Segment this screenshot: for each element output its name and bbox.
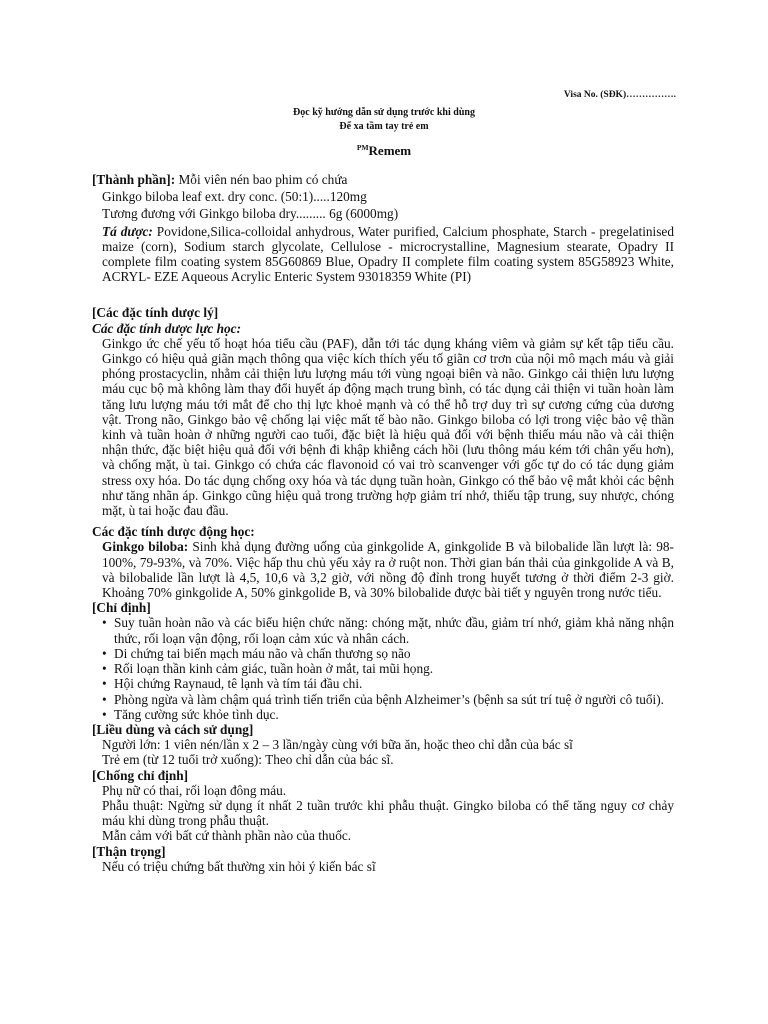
bullet-icon: • xyxy=(102,691,107,707)
precautions-section xyxy=(92,844,674,874)
dosage-adults: Người lớn: 1 viên nén/lần x 2 – 3 lần/ngày cùng với bữa ăn, hoặc theo chỉ dẫn của bác sĩ xyxy=(102,737,573,753)
indications-heading: [Chỉ định] xyxy=(92,600,151,616)
indications-list xyxy=(92,615,674,721)
leaflet-warning-header xyxy=(0,106,768,134)
contraindications-heading: [Chống chỉ định] xyxy=(92,767,189,783)
contraindication-hypersensitivity: Mẫn cảm với bất cứ thành phần nào của thuốc. xyxy=(102,828,352,844)
dosage-section xyxy=(92,722,674,768)
pharmacokinetics-text: Sinh khả dụng đường uống của ginkgolide A, ginkgolide B và bilobalide lần lượt là: 98-100%, 79-93%, và 70%. Việc hấp thu chủ yếu xảy ra ở ruột non. Thời gian bán thải của ginkgolide A và B, và bilobalide lần lượt là 4,5, 10,6 và 3,2 giờ, với nồng độ đỉnh trong huyết tương ở thời điểm 2-3 giờ. Khoảng 70% ginkgolide A, 50% ginkgolide B, và 30% bilobalide được bài tiết y nguyên trong nước tiểu. xyxy=(102,539,674,601)
bullet-icon: • xyxy=(102,645,107,661)
composition-intro-text: Mỗi viên nén bao phim có chứa xyxy=(175,172,348,187)
composition-heading: [Thành phần]: xyxy=(92,172,176,187)
pharmacodynamics-text: Ginkgo ức chế yếu tố hoạt hóa tiểu cầu (PAF), dẫn tới tác dụng kháng viêm và giảm sự kết tập tiểu cầu. Ginkgo có hiệu quả giãn mạch thông qua việc kích thích yếu tố giãn cơ trơn của nội mô mạch máu và giải phóng prostacyclin, nhằm cải thiện lưu lượng máu tới vùng ngoại biên và não. Ginkgo cải thiện lưu lượng máu cục bộ mà không làm thay đổi huyết áp động mạch trung bình, có tác dụng cải thiện vi tuần hoàn làm tăng lưu lượng máu tới mắt để cho thị lực khoẻ mạnh và có thể hỗ trợ duy trì sự cương cứng của dương vật. Trong não, Ginkgo bảo vệ chống lại việc mất tế bào não. Ginkgo biloba có lợi trong việc bảo vệ thần kinh và tuần hoàn ở những người cao tuổi, đặc biệt là hiệu quả đối với bệnh thiếu máu não và cải thiện nhận thức, đặc biệt hiệu quả đối với bệnh đi khập khiễng cách hồi (lưu thông máu kém tới chân yếu hơn), và chống mặt, ù tai. Ginkgo có chứa các flavonoid có vai trò scanvenger với gốc tự do có tác dụng giảm stress oxy hóa. Do tác dụng chống oxy hóa và tác dụng tuần hoàn, Ginkgo có thể bảo vệ mắt khỏi các bệnh như tăng nhãn áp. Ginkgo cũng hiệu quả trong trường hợp giảm trí nhớ, thiếu tập trung, suy nhược, chóng mặt, ù tai hoặc đau đầu. xyxy=(102,335,674,519)
warning-keep-away-children: Để xa tầm tay trẻ em xyxy=(339,121,429,132)
product-prefix: PM xyxy=(356,143,369,152)
list-item: • Suy tuần hoàn não và các biểu hiện chức năng: chóng mặt, nhức đầu, giảm trí nhớ, giảm khả năng nhận thức, rối loạn vận động, rối loạn cảm xúc và nhân cách. xyxy=(102,615,674,646)
bullet-icon: • xyxy=(102,676,107,692)
composition-line-2: Tương đương với Ginkgo biloba dry......... 6g (6000mg) xyxy=(102,206,399,222)
indications-section xyxy=(92,600,674,722)
dosage-children: Trẻ em (từ 12 tuổi trở xuống): Theo chỉ dẫn của bác sĩ. xyxy=(102,752,394,768)
contraindication-pregnancy: Phụ nữ có thai, rối loạn đông máu. xyxy=(102,782,287,798)
product-name: Remem xyxy=(368,143,412,158)
contraindication-surgery: Phẫu thuật: Ngừng sử dụng ít nhất 2 tuần trước khi phẫu thuật. Gingko biloba có thể tăng nguy cơ chảy máu khi dùng trong phẫu thuật. xyxy=(102,797,674,829)
precautions-text: Nếu có triệu chứng bất thường xin hỏi ý kiến bác sĩ xyxy=(102,858,376,874)
precautions-heading: [Thận trọng] xyxy=(92,843,166,859)
list-item: • Hội chứng Raynaud, tê lạnh và tím tái đầu chi. xyxy=(102,676,363,692)
composition-intro xyxy=(92,172,674,187)
pharmacokinetics-paragraph xyxy=(92,539,674,600)
excipients-paragraph xyxy=(92,224,674,285)
product-title xyxy=(0,143,768,159)
pharmacology-section xyxy=(92,305,674,600)
visa-number: Visa No. (SĐK)……………. xyxy=(563,90,676,100)
composition-line-1: Ginkgo biloba leaf ext. dry conc. (50:1).....120mg xyxy=(102,189,367,205)
list-item: • Rối loạn thần kinh cảm giác, tuần hoàn ở mắt, tai mũi họng. xyxy=(102,661,434,677)
list-item: • Phòng ngừa và làm chậm quá trình tiến triển của bệnh Alzheimer’s (bệnh sa sút trí tuệ ở người cô tuổi). xyxy=(102,691,665,707)
list-item: • Di chứng tai biến mạch máu não và chấn thương sọ não xyxy=(102,645,411,661)
pharmacology-heading: [Các đặc tính dược lý] xyxy=(92,305,219,321)
pharmacokinetics-label: Ginkgo biloba: xyxy=(102,539,189,555)
bullet-icon: • xyxy=(102,615,107,631)
excipients-text: Povidone,Silica-colloidal anhydrous, Water purified, Calcium phosphate, Starch - pregelatinised maize (corn), Sodium starch glycolate, Cellulose - microcrystalline, Magnesium stearate, Opadry II complete film coating system 85G60869 Blue, Opadry II complete film coating system 85G58923 White, ACRYL- EZE Aqueous Acrylic Enteric System 93018359 White (PI) xyxy=(102,223,674,285)
bullet-icon: • xyxy=(102,661,107,677)
excipients-label: Tá dược: xyxy=(102,223,153,239)
pharmacodynamics-heading: Các đặc tính dược lực học: xyxy=(92,320,242,336)
warning-read-instructions: Đọc kỹ hướng dẫn sử dụng trước khi dùng xyxy=(293,107,475,118)
pharmacokinetics-heading: Các đặc tính dược động học: xyxy=(92,524,255,540)
bullet-icon: • xyxy=(102,706,107,722)
composition-section xyxy=(92,172,674,284)
leaflet-body xyxy=(92,172,674,874)
dosage-heading: [Liều dùng và cách sử dụng] xyxy=(92,721,254,737)
contraindications-section xyxy=(92,768,674,844)
list-item: • Tăng cường sức khỏe tình dục. xyxy=(102,706,279,722)
